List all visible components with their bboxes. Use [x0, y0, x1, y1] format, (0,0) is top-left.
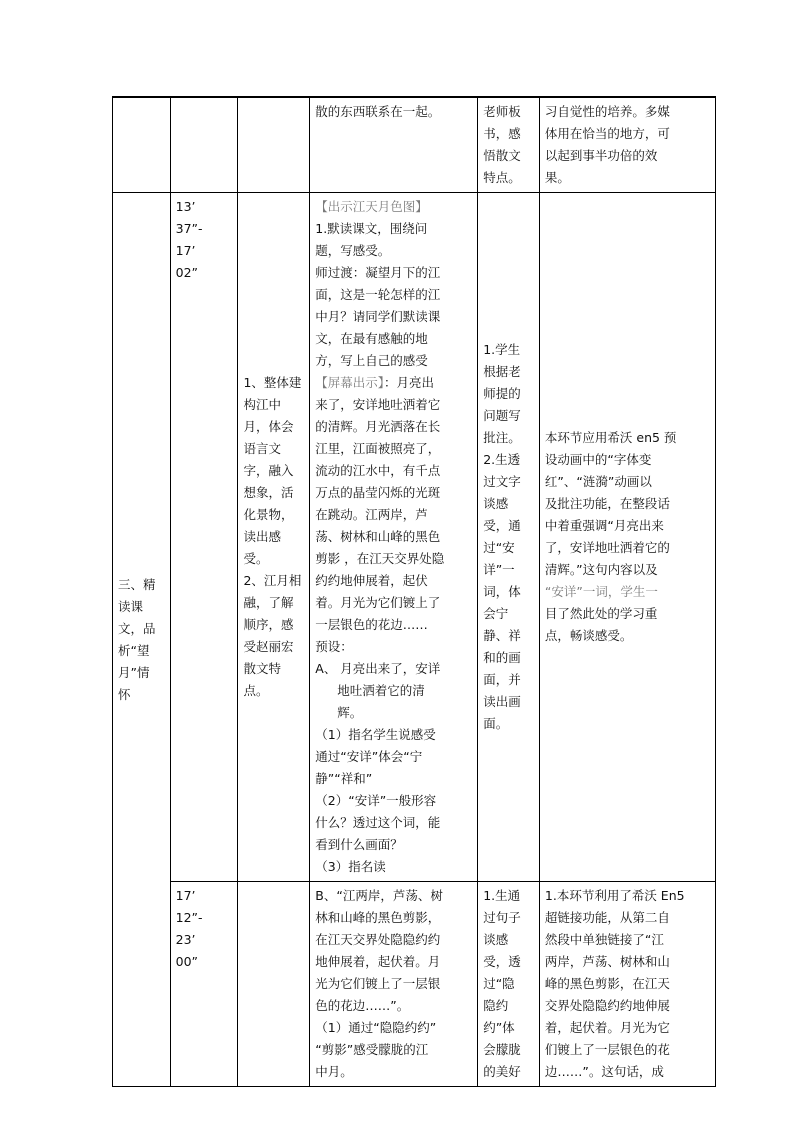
text-line: 特点。	[483, 170, 521, 185]
text-line: 月”情	[118, 664, 150, 680]
text-line: 过“隐	[483, 976, 515, 991]
text-line: 13’	[175, 199, 196, 214]
design-intent-cell	[539, 882, 715, 1087]
text-line: 过句子	[483, 910, 521, 925]
text-line: 和的画	[483, 650, 521, 665]
text-line: 析“望	[118, 642, 150, 658]
text-line: 红”、“涟漪”动画以	[544, 474, 652, 489]
text-line: 谈感	[483, 932, 509, 947]
text-line: 受。	[243, 551, 269, 566]
text-line: 老师板	[483, 104, 521, 119]
text-line: 悟散文	[483, 148, 521, 163]
text-line: 来了，安详地吐洒着它	[315, 397, 441, 412]
text-line: 月，体会	[243, 419, 294, 434]
text-line: 过文字	[483, 474, 521, 489]
text-line: 中着重强调“月亮出来	[544, 518, 664, 533]
text-line: 万点的晶莹闪烁的光斑	[315, 485, 441, 500]
text-line: 中月。	[315, 1064, 353, 1079]
text-line: 流动的江水中，有千点	[315, 463, 441, 478]
text-line: 两岸，芦荡、树林和山	[544, 954, 670, 969]
text-line: 在跳动。江两岸，芦	[315, 507, 428, 522]
text-line: 师过渡：凝望月下的江	[315, 265, 441, 280]
text-line: 17’	[175, 243, 196, 258]
text-line: 在江天交界处隐隐约约	[315, 932, 441, 947]
text-line: 02”	[175, 265, 199, 280]
text-line: 00”	[175, 954, 199, 969]
text-line: 题，写感受。	[315, 243, 391, 258]
text-line: 融，了解	[243, 595, 294, 610]
text-line: 剪影 ，在江天交界处隐	[315, 551, 445, 566]
text-line: 约约地伸展着，起伏	[315, 573, 428, 588]
text-line: 化景物，	[243, 507, 294, 522]
text-line: 2.生透	[483, 452, 521, 467]
text-line: 读出画	[483, 694, 521, 709]
text-line: 书，感	[483, 126, 521, 141]
time-cell	[170, 193, 238, 882]
text-line: 1.学生	[483, 342, 521, 357]
text-line: 怀	[118, 686, 131, 702]
text-line: 面，这是一轮怎样的江	[315, 287, 441, 302]
text-line: 批注。	[483, 430, 521, 445]
text-line: 光为它们镀上了一层银	[315, 976, 441, 991]
goal-cell	[238, 97, 310, 193]
text-line: 着，起伏着。月光为它	[544, 1020, 670, 1035]
slide-heading: 【出示江天月色图】	[315, 199, 428, 214]
text-line: （2）“安详”一般形容	[315, 793, 437, 808]
text-line: 本环节应用希沃 en5 预	[544, 430, 677, 445]
teacher-activity-cell	[310, 193, 478, 882]
text-line: 看到什么画面？	[315, 837, 403, 852]
text-line: 们镀上了一层银色的花	[544, 1042, 670, 1057]
text-line: 1、整体建	[243, 375, 302, 390]
table-row	[113, 97, 716, 193]
text-line: 字，融入	[243, 463, 294, 478]
text-line: 体用在恰当的地方，可	[544, 126, 670, 141]
text-line: 散文特	[243, 661, 281, 676]
goal-cell	[238, 882, 310, 1087]
text-line: 会宁	[483, 606, 509, 621]
text-line: 文，在最有感触的地	[315, 331, 428, 346]
text-line: 交界处隐隐约约地伸展	[544, 998, 670, 1013]
text-line: B、“江两岸，芦荡、树	[315, 888, 443, 903]
teacher-activity-cell	[310, 882, 478, 1087]
text-line: 12”-	[175, 910, 203, 925]
teacher-activity-cell	[310, 97, 478, 193]
text-line: 中月？请同学们默读课	[315, 309, 441, 324]
screen-label: 【屏幕出示】	[315, 375, 385, 390]
text-line: 三、精	[118, 576, 156, 592]
text-line: 通过“安详”体会“宁	[315, 749, 423, 764]
text-line: 辉。	[337, 705, 363, 720]
text-line: 方，写上自己的感受	[315, 353, 428, 368]
time-cell	[170, 882, 238, 1087]
text-line: 荡、树林和山峰的黑色	[315, 529, 441, 544]
design-intent-cell	[539, 193, 715, 882]
stage-cell	[113, 193, 171, 1087]
text-line: 37”-	[175, 221, 203, 236]
design-intent-cell	[539, 97, 715, 193]
text-line: 边……”。这句话，成	[544, 1064, 664, 1079]
text-line: 构江中	[243, 397, 281, 412]
goal-cell	[238, 193, 310, 882]
text-line: 师提的	[483, 386, 521, 401]
text-line: 1.本环节利用了希沃 En5	[544, 888, 685, 903]
table-row	[113, 193, 716, 882]
text-line: （3）指名读	[315, 859, 386, 874]
text-line: 果。	[544, 170, 570, 185]
text-line	[315, 372, 472, 394]
text-line: 顺序，感	[243, 617, 294, 632]
text-line: 隐约	[483, 998, 509, 1013]
text-line: 地伸展着，起伏着。月	[315, 954, 441, 969]
text-line: 清辉。”这句内容以及	[544, 562, 658, 577]
text-line: 江里，江面被照亮了，	[315, 441, 441, 456]
text-line: 面。	[483, 716, 509, 731]
text-line: “安详”一词，学生一	[544, 584, 658, 599]
text-line: “剪影”感受朦胧的江	[315, 1042, 429, 1057]
text-line: 详”一	[483, 562, 515, 577]
text-line: 受，透	[483, 954, 521, 969]
text-line: 峰的黑色剪影，在江天	[544, 976, 670, 991]
text-line: 地吐洒着它的清	[337, 683, 425, 698]
time-cell	[170, 97, 238, 193]
text-line: 1.默读课文，围绕问	[315, 221, 428, 236]
text-line: 的美好	[483, 1064, 521, 1079]
text-line: 问题写	[483, 408, 521, 423]
text-line: 想象，活	[243, 485, 294, 500]
text-line: 超链接功能，从第二自	[544, 910, 670, 925]
text-line: 文，品	[118, 620, 156, 636]
text-line: 受赵丽宏	[243, 639, 294, 654]
text-line: 受，通	[483, 518, 521, 533]
stage-cell	[113, 97, 171, 193]
text-line: 了，安详地吐洒着它的	[544, 540, 670, 555]
text-line: 谈感	[483, 496, 509, 511]
text-line: 的清辉。月光洒落在长	[315, 419, 441, 434]
text-line: 什么？透过这个词，能	[315, 815, 441, 830]
text-line: 着。月光为它们镀上了	[315, 595, 441, 610]
text-line: 林和山峰的黑色剪影，	[315, 910, 441, 925]
text-line: 根据老	[483, 364, 521, 379]
text-line: 散的东西联系在一起。	[315, 104, 441, 119]
text-line: 静、祥	[483, 628, 521, 643]
student-activity-cell	[478, 193, 540, 882]
text-line: 色的花边……”。	[315, 998, 410, 1013]
text-line: 点。	[243, 683, 269, 698]
text-line: 17’	[175, 888, 196, 903]
text-line: 预设：	[315, 639, 353, 654]
text-line: 设动画中的“字体变	[544, 452, 652, 467]
text-line: （1）通过“隐隐约约”	[315, 1020, 437, 1035]
text-line: （1）指名学生说感受	[315, 727, 436, 742]
text-line: 词，体	[483, 584, 521, 599]
text-line: 面，并	[483, 672, 521, 687]
text-line: 习自觉性的培养。多媒	[544, 104, 670, 119]
text-line: 读出感	[243, 529, 281, 544]
student-activity-cell	[478, 97, 540, 193]
text-line: 过“安	[483, 540, 515, 555]
text-line: 静”“祥和”	[315, 771, 373, 786]
student-activity-cell	[478, 882, 540, 1087]
text-line: 2、江月相	[243, 573, 302, 588]
text-line: 会朦胧	[483, 1042, 521, 1057]
text-line: 23’	[175, 932, 196, 947]
text-line: 及批注功能，在整段话	[544, 496, 670, 511]
lesson-plan-table	[112, 96, 716, 1087]
text-line: 以起到事半功倍的效	[544, 148, 658, 163]
text-line: 然段中单独链接了“江	[544, 932, 664, 947]
screen-text: ：月亮出	[384, 375, 435, 390]
text-line: 约”体	[483, 1020, 515, 1035]
text-line: 点，畅谈感受。	[544, 628, 633, 643]
text-line: 读课	[118, 598, 144, 614]
text-line: A、 月亮出来了，安详	[315, 661, 441, 676]
table-row	[113, 882, 716, 1087]
text-line: 语言文	[243, 441, 281, 456]
text-line: 目了然此处的学习重	[544, 606, 658, 621]
text-line: 1.生通	[483, 888, 521, 903]
text-line: 一层银色的花边……	[315, 617, 428, 632]
